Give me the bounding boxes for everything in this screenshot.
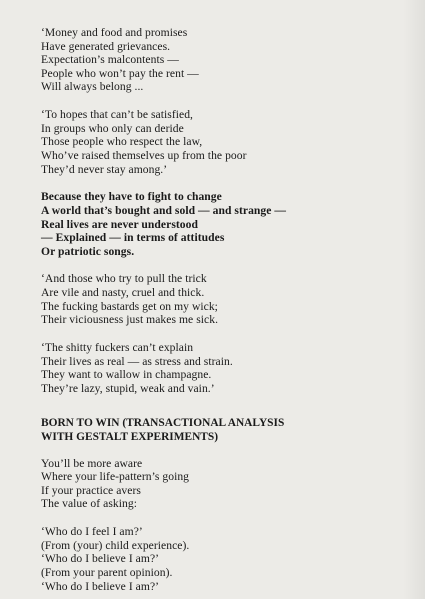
- poem-line: ‘Who do I feel I am?’: [41, 525, 143, 539]
- poem-line: Because they have to fight to change: [41, 190, 222, 204]
- poem-line: Will always belong ...: [41, 80, 144, 94]
- poem-line: Are vile and nasty, cruel and thick.: [41, 286, 205, 300]
- section-gap: [41, 395, 331, 417]
- poem-line: The value of asking:: [41, 497, 137, 511]
- poem-line: Expectation’s malcontents —: [41, 53, 179, 67]
- poem-line: ‘Who do I believe I am?’: [41, 579, 160, 593]
- stanza-gap: [41, 511, 331, 525]
- poem-line: Have generated grievances.: [41, 39, 171, 53]
- stanza-gap: [41, 258, 331, 272]
- poem-line: (From (your) child experience).: [41, 538, 190, 552]
- poem-line: Real lives are never understood: [41, 217, 198, 231]
- poem-stanza-2: [41, 108, 331, 176]
- poem-line: If your practice avers: [41, 483, 141, 497]
- poem-stanza-1: [41, 26, 331, 94]
- stanza-gap: [41, 94, 331, 108]
- heading-gap: [41, 445, 331, 457]
- poem-line: In groups who only can deride: [41, 121, 184, 135]
- section-heading: [41, 417, 331, 444]
- poem-line: The fucking bastards get on my wick;: [41, 299, 218, 313]
- poem-line: A world that’s bought and sold — and strange —: [41, 203, 287, 217]
- poem-line: Their viciousness just makes me sick.: [41, 313, 219, 327]
- page-edge-shadow: [403, 0, 425, 599]
- poem-line: — Explained — in terms of attitudes: [41, 231, 225, 245]
- stanza-gap: [41, 327, 331, 341]
- poem-line: They’d never stay among.’: [41, 162, 168, 176]
- heading-line: BORN TO WIN (TRANSACTIONAL ANALYSIS: [41, 417, 285, 430]
- poem-line: ‘The shitty fuckers can’t explain: [41, 341, 194, 355]
- section-stanza-2: [41, 525, 331, 593]
- poem-line: ‘And those who try to pull the trick: [41, 272, 207, 286]
- poem-line: ‘Who do I believe I am?’: [41, 552, 160, 566]
- poem-line: You’ll be more aware: [41, 456, 143, 470]
- heading-line: WITH GESTALT EXPERIMENTS): [41, 431, 219, 443]
- poem-line: They want to wallow in champagne.: [41, 368, 212, 382]
- poem-line: People who won’t pay the rent —: [41, 66, 199, 80]
- poem-line: They’re lazy, stupid, weak and vain.’: [41, 381, 215, 395]
- poem-stanza-3-bold: [41, 190, 331, 258]
- poem-line: Who’ve raised themselves up from the poor: [41, 148, 247, 162]
- poem-stanza-5: [41, 341, 331, 395]
- poem-line: Or patriotic songs.: [41, 244, 135, 258]
- poem-line: Those people who respect the law,: [41, 135, 203, 149]
- stanza-gap: [41, 176, 331, 190]
- poem-stanza-4: [41, 272, 331, 326]
- poem-line: Their lives as real — as stress and strain.: [41, 354, 233, 368]
- page-content: [41, 26, 331, 593]
- poem-line: ‘To hopes that can’t be satisfied,: [41, 108, 193, 122]
- poem-line: (From your parent opinion).: [41, 565, 173, 579]
- poem-line: ‘Money and food and promises: [41, 26, 188, 39]
- section-stanza-1: [41, 457, 331, 511]
- poem-line: Where your life-pattern’s going: [41, 470, 190, 484]
